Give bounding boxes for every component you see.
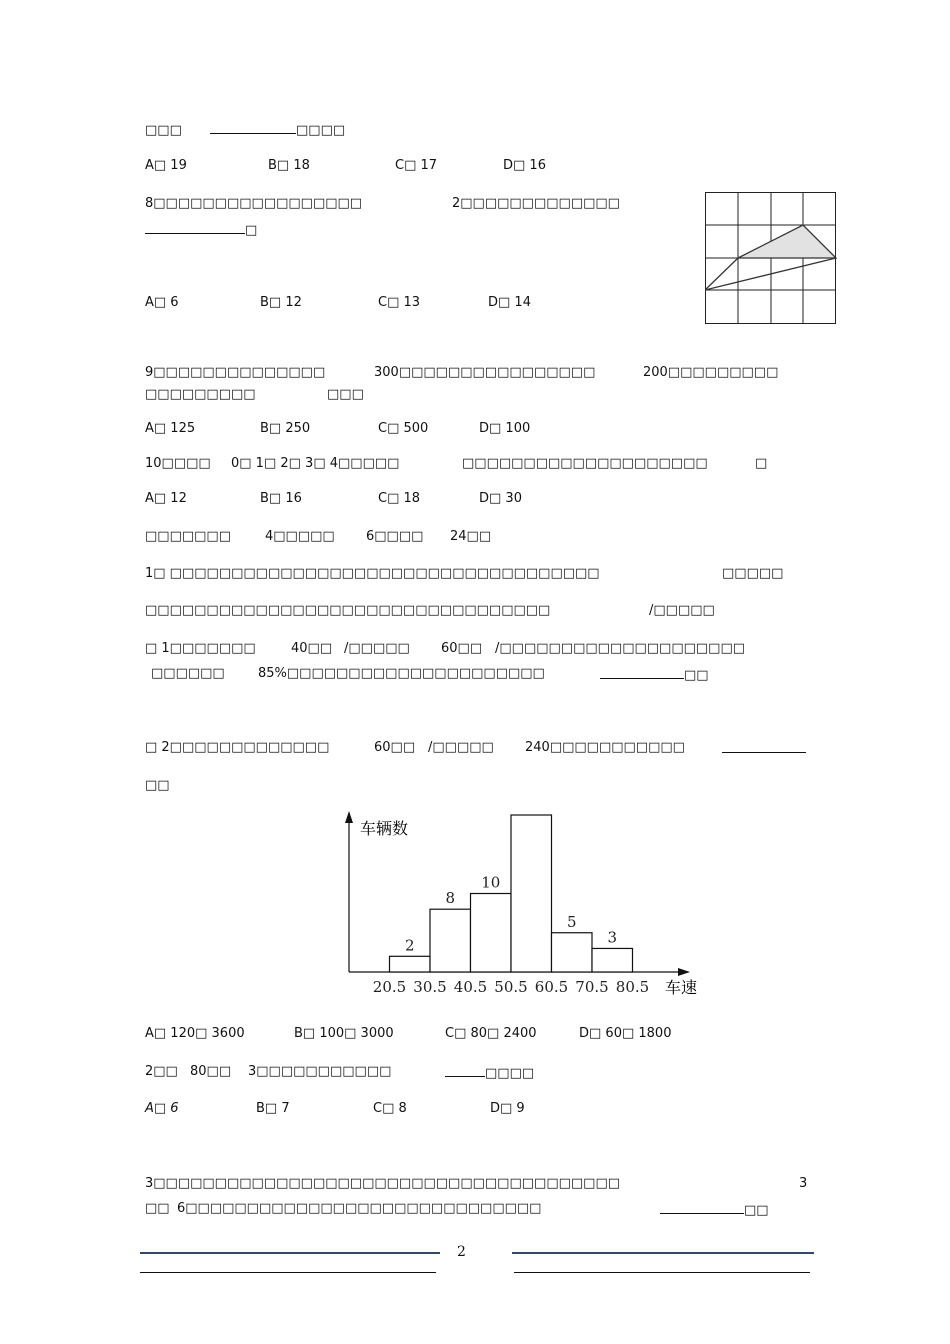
answer-blank: [660, 1201, 744, 1214]
p1-sub1-e: /□□□□□□□□□□□□□□□□□□□□: [495, 641, 746, 656]
q10-option-b: B□ 16: [260, 491, 302, 506]
x-axis-label: 车速: [665, 978, 698, 997]
p1-option-d: D□ 60□ 1800: [579, 1026, 672, 1041]
grid-triangle-figure: [705, 192, 837, 325]
p2-label: 2□□: [145, 1064, 178, 1079]
p1-sub1-f: □□□□□□: [151, 666, 225, 681]
p1-text-a: 1□ □□□□□□□□□□□□□□□□□□□□□□□□□□□□□□□□□□□: [145, 566, 600, 581]
q10-label: 10□□□□: [145, 456, 211, 471]
q9-num-b: 200□□□□□□□□□: [643, 365, 779, 380]
q9-option-b: B□ 250: [260, 421, 311, 436]
histogram-bars: [390, 815, 633, 972]
p3-line2-a: □□: [145, 1201, 170, 1216]
histogram-bar: [430, 909, 471, 972]
p1-sub2-d: 240□□□□□□□□□□□: [525, 740, 685, 755]
p1-sub1-c: /□□□□□: [344, 641, 410, 656]
p3-text-a: 3□□□□□□□□□□□□□□□□□□□□□□□□□□□□□□□□□□□□□□: [145, 1176, 621, 1191]
q10-option-d: D□ 30: [479, 491, 522, 506]
p1-sub2-c: /□□□□□: [428, 740, 494, 755]
histogram-bar: [511, 815, 552, 972]
x-tick-label: 80.5: [615, 978, 650, 996]
q9-option-a: A□ 125: [145, 421, 196, 436]
p2-option-c: C□ 8: [373, 1101, 407, 1116]
p1-sub1-b: 40□□: [291, 641, 333, 656]
histogram-bar: [390, 956, 431, 972]
x-tick-label: 60.5: [534, 978, 569, 996]
q9-line2: □□□□□□□□□: [145, 387, 256, 402]
speed-histogram: [330, 805, 710, 1000]
triangle-edge: [705, 258, 738, 290]
q10-digits: 0□ 1□ 2□ 3□ 4□□□□□: [231, 456, 400, 471]
bar-data-label: 8: [445, 889, 456, 908]
q9-line2-end: □□□: [327, 387, 364, 402]
q7-option-c: C□ 17: [395, 158, 438, 173]
section2-head-c: 6□□□□: [366, 529, 424, 544]
answer-blank: [210, 121, 296, 134]
answer-blank: [145, 221, 245, 234]
q7-option-b: B□ 18: [268, 158, 310, 173]
p1-sub1-blank: □□: [600, 666, 709, 684]
section2-head-a: □□□□□□□: [145, 529, 231, 544]
q7-tail: □□□ □□□□: [145, 123, 346, 138]
p2-option-d: D□ 9: [490, 1101, 525, 1116]
y-axis-arrow: [345, 811, 353, 823]
q9-text-a: 9□□□□□□□□□□□□□□: [145, 365, 326, 380]
x-tick-label: 20.5: [372, 978, 407, 996]
bar-data-label: 2: [404, 936, 415, 955]
answer-blank: [445, 1064, 485, 1077]
q7-option-a: A□ 19: [145, 158, 187, 173]
x-tick-label: 70.5: [575, 978, 609, 996]
q8-option-a: A□ 6: [145, 295, 179, 310]
bar-data-label: 5: [566, 912, 577, 931]
p3-blank: □□: [660, 1201, 769, 1219]
p1-line2: □□□□□□□□□□□□□□□□□□□□□□□□□□□□□□□□□: [145, 603, 551, 618]
x-tick-label: 30.5: [413, 978, 447, 996]
y-axis-label: 车辆数: [360, 819, 409, 838]
p1-sub1-a: □ 1□□□□□□□: [145, 641, 256, 656]
p1-sub2-blank: [722, 740, 806, 758]
p1-option-c: C□ 80□ 2400: [445, 1026, 537, 1041]
p2-text-a: 3□□□□□□□□□□□: [248, 1064, 392, 1079]
q9-option-c: C□ 500: [378, 421, 429, 436]
p3-num: 3: [799, 1176, 808, 1191]
footer-rule-left-bottom: [140, 1272, 436, 1273]
q7-option-d: D□ 16: [503, 158, 546, 173]
q8-option-d: D□ 14: [488, 295, 531, 310]
p3-line2-b: 6□□□□□□□□□□□□□□□□□□□□□□□□□□□□□: [177, 1201, 542, 1216]
p1-sub2-end: □□: [145, 778, 170, 793]
histogram-bar: [592, 948, 633, 972]
histogram-tick-labels: [373, 978, 649, 996]
q8-text-a: 8□□□□□□□□□□□□□□□□□: [145, 196, 363, 211]
p1-sub2-b: 60□□: [374, 740, 416, 755]
q8-option-b: B□ 12: [260, 295, 302, 310]
p2-num: 80□□: [190, 1064, 232, 1079]
q10-end: □: [755, 456, 768, 471]
p1-option-a: A□ 120□ 3600: [145, 1026, 245, 1041]
q9-num-a: 300□□□□□□□□□□□□□□□□: [374, 365, 596, 380]
p2-option-a: A□ 6: [145, 1101, 179, 1116]
q9-option-d: D□ 100: [479, 421, 531, 436]
answer-blank: [722, 740, 806, 753]
bar-data-label: 10: [481, 873, 501, 892]
p1-sub2-a: □ 2□□□□□□□□□□□□□: [145, 740, 330, 755]
q10-option-c: C□ 18: [378, 491, 421, 506]
x-tick-label: 50.5: [494, 978, 528, 996]
histogram-bar: [552, 933, 593, 972]
section2-head-b: 4□□□□□: [265, 529, 335, 544]
footer-rule-right-top: [512, 1252, 814, 1254]
q8-blank-line: □: [145, 221, 257, 239]
q8-text-b: 2□□□□□□□□□□□□□: [452, 196, 620, 211]
p1-option-b: B□ 100□ 3000: [294, 1026, 394, 1041]
q10-text-b: □□□□□□□□□□□□□□□□□□□□: [462, 456, 708, 471]
x-axis-arrow: [678, 968, 690, 976]
footer-rule-left-top: [140, 1252, 440, 1254]
p2-blank: □□□□: [445, 1064, 534, 1082]
p1-sub1-d: 60□□: [441, 641, 483, 656]
page-number: 2: [457, 1244, 466, 1260]
q10-option-a: A□ 12: [145, 491, 187, 506]
bar-data-label: 3: [607, 928, 618, 947]
histogram-bar: [471, 894, 512, 973]
answer-blank: [600, 666, 684, 679]
p1-sub1-g: 85%□□□□□□□□□□□□□□□□□□□□□: [258, 666, 545, 681]
q8-option-c: C□ 13: [378, 295, 421, 310]
footer-rule-right-bottom: [514, 1272, 810, 1273]
section2-head-d: 24□□: [450, 529, 492, 544]
p2-option-b: B□ 7: [256, 1101, 290, 1116]
p1-text-b: □□□□□: [722, 566, 784, 581]
shaded-triangle: [738, 225, 836, 258]
p1-line2-end: /□□□□□: [649, 603, 715, 618]
x-tick-label: 40.5: [453, 978, 488, 996]
